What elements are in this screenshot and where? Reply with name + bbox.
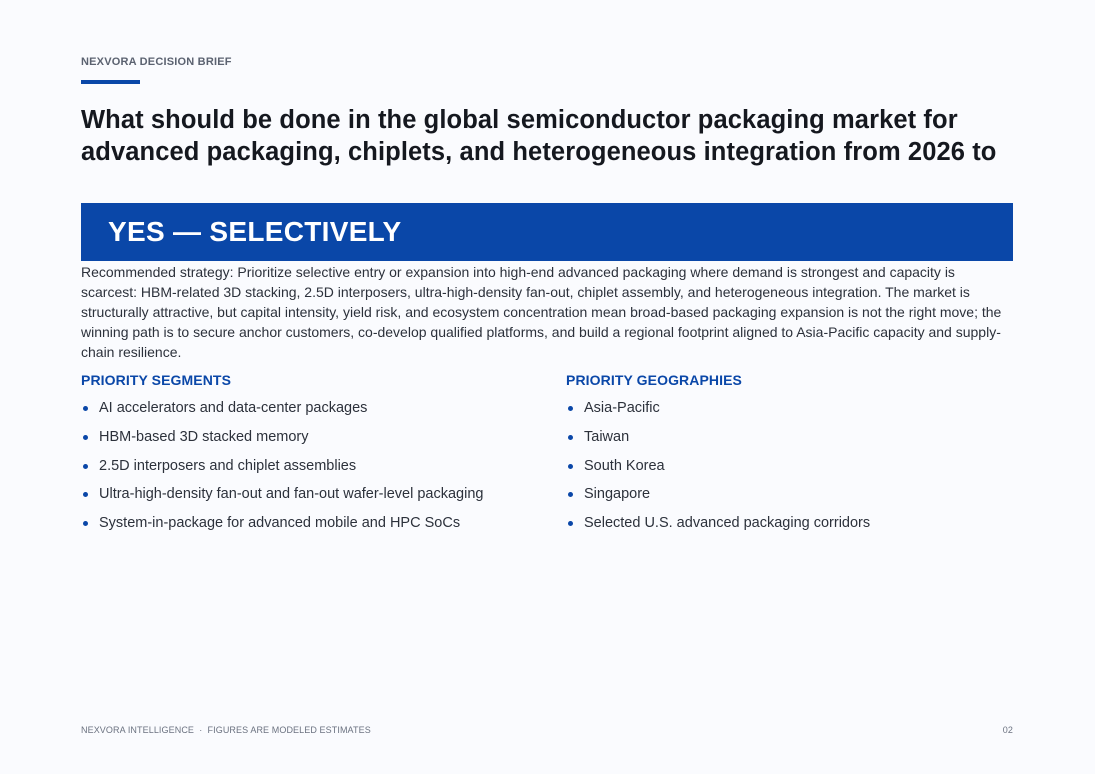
list-item xyxy=(566,456,1013,476)
segment-label: System-in-package for advanced mobile and HPC SoCs xyxy=(99,515,461,532)
geography-label: South Korea xyxy=(584,457,665,474)
priority-geographies-list xyxy=(566,398,1013,533)
bullet-icon xyxy=(83,492,88,497)
geography-label: Taiwan xyxy=(584,428,630,445)
bullet-icon xyxy=(83,521,88,526)
brief-page xyxy=(81,0,1013,774)
list-item xyxy=(566,484,1013,504)
list-item xyxy=(81,513,541,533)
segment-label: Ultra-high-density fan-out and fan-out wafer-level packaging xyxy=(99,486,484,503)
priority-geographies-section xyxy=(566,372,1013,542)
geography-label: Asia-Pacific xyxy=(584,400,660,416)
list-item xyxy=(566,427,1013,447)
page-footer xyxy=(81,725,1013,735)
geography-label: Selected U.S. advanced packaging corridors xyxy=(584,515,871,532)
verdict-banner xyxy=(81,203,1013,261)
priority-segments-section xyxy=(81,372,541,542)
bullet-icon xyxy=(83,406,88,411)
priority-segments-heading: PRIORITY SEGMENTS xyxy=(81,372,232,388)
brand-accent-rule xyxy=(81,80,140,84)
bullet-icon xyxy=(568,492,573,497)
list-item xyxy=(566,513,1013,533)
list-item xyxy=(81,398,541,418)
list-item xyxy=(81,456,541,476)
brand-label: NEXVORA DECISION BRIEF xyxy=(81,56,232,68)
footer-source-note: NEXVORA INTELLIGENCE · FIGURES ARE MODELED ESTIMATES xyxy=(81,725,371,735)
priority-geographies-heading: PRIORITY GEOGRAPHIES xyxy=(566,372,742,388)
strategy-paragraph: Recommended strategy: Prioritize selective entry or expansion into high-end advanced packaging where demand is strongest and capacity is scarcest: HBM-related 3D stacking, 2.5D interposers, ultra-high-density fan-out, chiplet assembly, and heterogeneous integration. The market is structurally attractive, but capital intensity, yield risk, and ecosystem concentration mean broad-based packaging expansion is not the right move; the winning path is to secure anchor customers, co-develop qualified platforms, and build a regional footprint aligned to Asia-Pacific capacity and supply-chain resilience. xyxy=(81,264,1002,360)
list-item xyxy=(566,398,1013,418)
bullet-icon xyxy=(568,521,573,526)
bullet-icon xyxy=(568,435,573,440)
bullet-icon xyxy=(568,406,573,411)
list-item xyxy=(81,484,541,504)
priority-segments-list xyxy=(81,398,541,533)
bullet-icon xyxy=(568,464,573,469)
bullet-icon xyxy=(83,464,88,469)
geography-label: Singapore xyxy=(584,486,651,503)
verdict-label: YES — SELECTIVELY xyxy=(108,216,402,247)
page-title: What should be done in the global semiconductor packaging market for advanced packaging, chiplets, and heterogeneous integration from 2026 to xyxy=(81,106,997,166)
bullet-icon xyxy=(83,435,88,440)
list-item xyxy=(81,427,541,447)
page-number: 02 xyxy=(1002,725,1013,735)
segment-label: 2.5D interposers and chiplet assemblies xyxy=(99,457,357,474)
segment-label: HBM-based 3D stacked memory xyxy=(99,428,309,445)
segment-label: AI accelerators and data-center packages xyxy=(99,400,368,416)
